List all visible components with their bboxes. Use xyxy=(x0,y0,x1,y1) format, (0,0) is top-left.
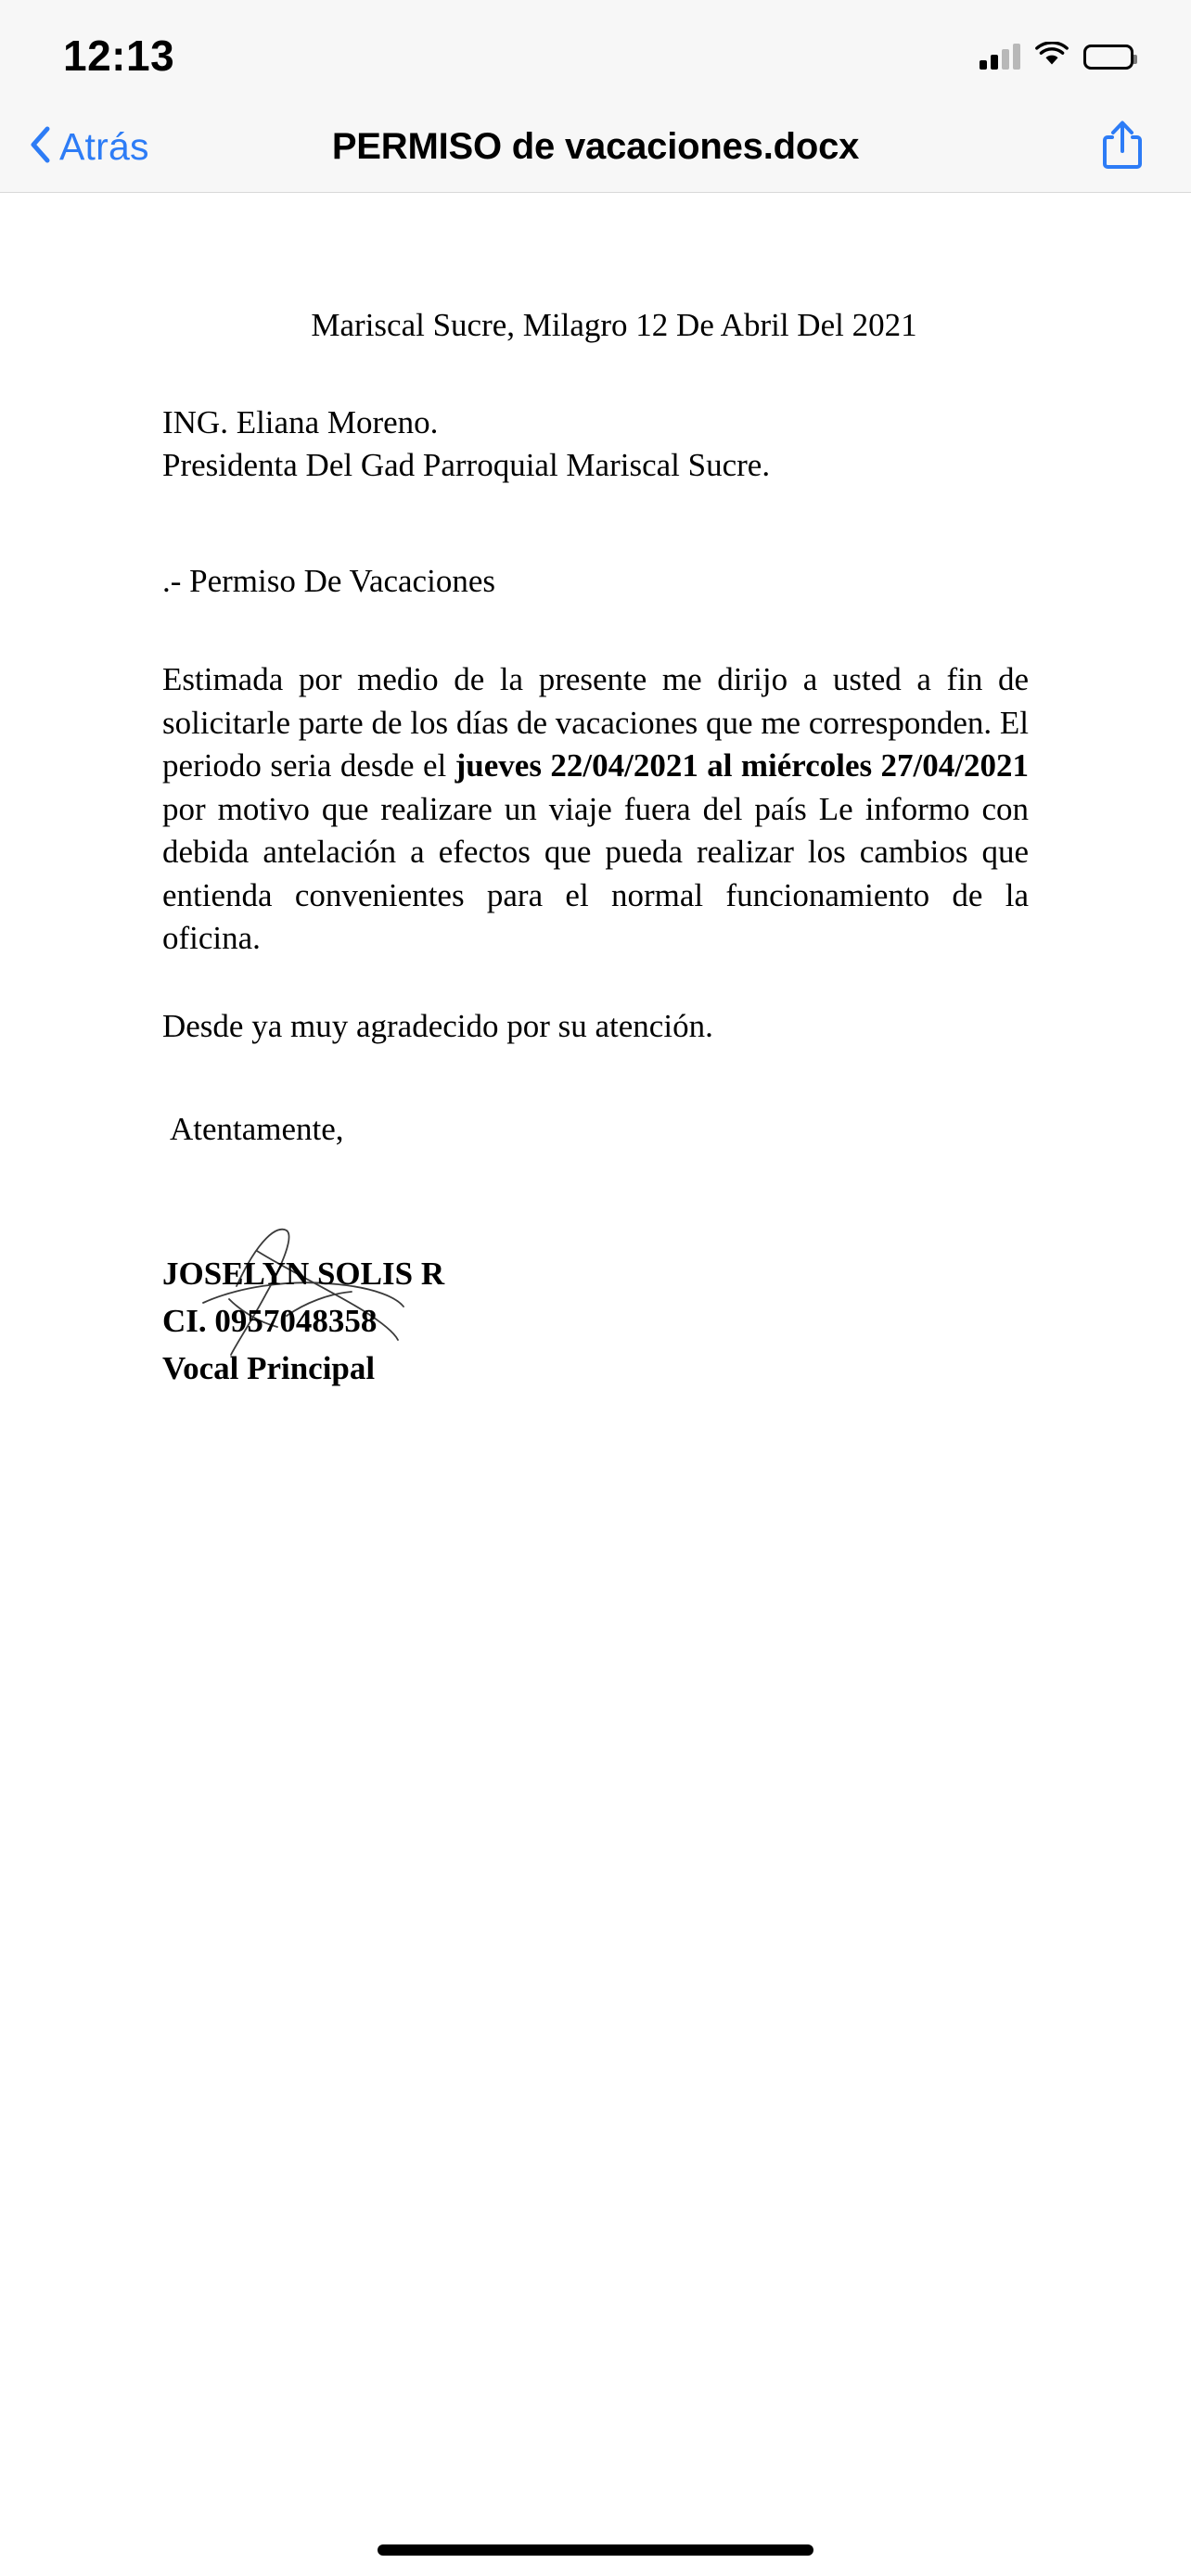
document-subject: .- Permiso De Vacaciones xyxy=(162,562,495,599)
share-icon xyxy=(1102,120,1143,174)
signer-name: JOSELYN SOLIS R xyxy=(162,1256,445,1293)
document-thanks-line: Desde ya muy agradecido por su atención. xyxy=(162,1008,713,1045)
document-page xyxy=(162,193,1029,1386)
home-indicator[interactable] xyxy=(378,2544,813,2556)
status-bar-indicators xyxy=(980,31,1133,72)
signature-area xyxy=(162,1251,1029,1386)
document-closing-line: Atentamente, xyxy=(170,1110,344,1147)
status-bar-time: 12:13 xyxy=(63,32,175,80)
battery-icon xyxy=(1083,45,1133,70)
navigation-bar xyxy=(0,102,1191,193)
signer-block xyxy=(162,1251,1029,1392)
back-button[interactable] xyxy=(0,125,149,169)
signer-id: CI. 0957048358 xyxy=(162,1302,378,1339)
signer-role: Vocal Principal xyxy=(162,1349,376,1386)
document-recipient-title: Presidenta Del Gad Parroquial Mariscal Sucre. xyxy=(162,447,771,484)
document-viewer[interactable] xyxy=(0,193,1191,1386)
share-button[interactable] xyxy=(1102,120,1191,174)
status-bar xyxy=(0,0,1191,102)
cellular-signal-icon xyxy=(980,44,1020,70)
chevron-left-icon xyxy=(30,126,50,168)
body-text-part-1: Estimada por medio de la presente me dirijo a usted a fin de solicitarle parte de los días de vacaciones que me corresponden. El periodo seria desde el xyxy=(162,661,1029,784)
document-body-paragraph xyxy=(162,658,1029,961)
body-text-part-2: por motivo que realizare un viaje fuera del país Le informo con debida antelación a efectos que pueda realizar los cambios que entienda convenientes para el normal funcionamiento de la oficina. xyxy=(162,790,1029,957)
body-text-bold-dates: jueves 22/04/2021 al miércoles 27/04/2021 xyxy=(455,747,1029,784)
wifi-icon xyxy=(1035,42,1069,72)
back-button-label: Atrás xyxy=(59,125,149,168)
document-recipient-name: ING. Eliana Moreno. xyxy=(162,403,439,440)
document-date-line: Mariscal Sucre, Milagro 12 De Abril Del 2021 xyxy=(311,307,917,343)
page-title: PERMISO de vacaciones.docx xyxy=(331,126,860,167)
